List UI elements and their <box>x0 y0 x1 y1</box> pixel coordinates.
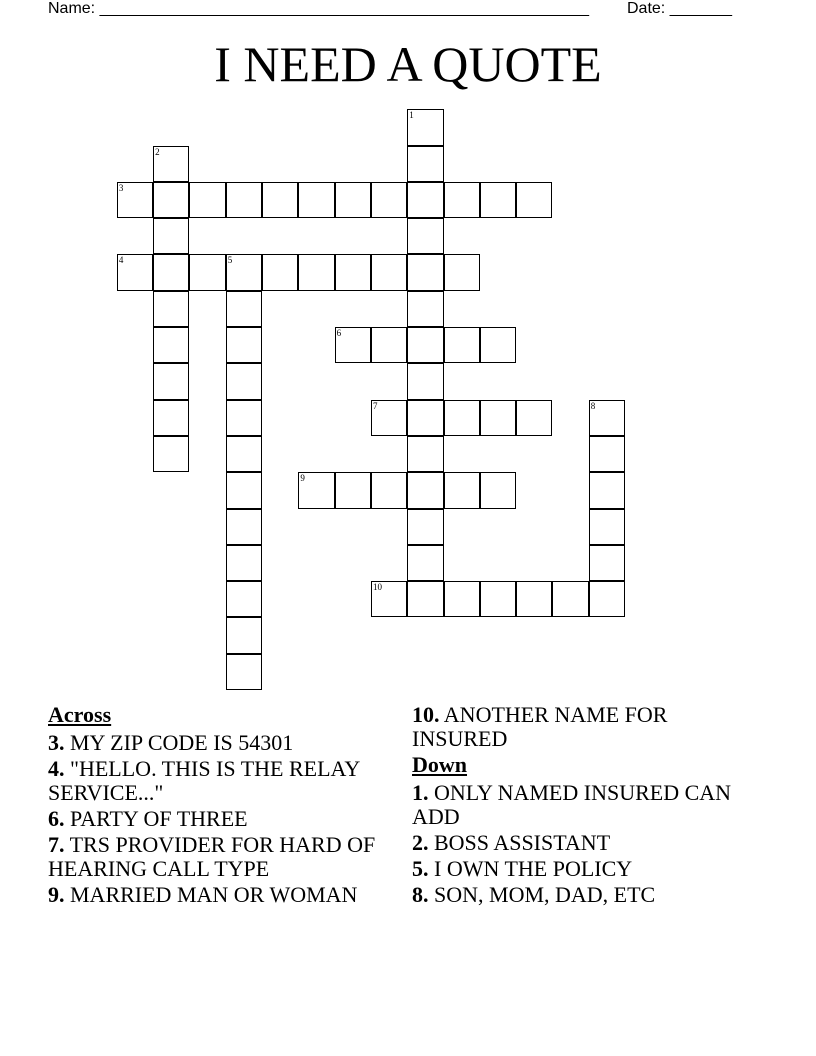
crossword-cell[interactable] <box>153 146 189 182</box>
crossword-cell[interactable] <box>226 436 262 472</box>
crossword-cell[interactable] <box>589 509 625 545</box>
crossword-cell[interactable] <box>407 218 443 254</box>
crossword-cell[interactable] <box>407 254 443 290</box>
crossword-cell[interactable] <box>407 109 443 145</box>
crossword-cell[interactable] <box>371 400 407 436</box>
crossword-cell[interactable] <box>407 146 443 182</box>
crossword-cell[interactable] <box>262 182 298 218</box>
crossword-cell[interactable] <box>226 254 262 290</box>
clue-number: 5. <box>412 856 429 881</box>
cell-number: 6 <box>336 328 342 339</box>
crossword-cell[interactable] <box>153 400 189 436</box>
clue-down-2 <box>412 831 742 855</box>
crossword-cell[interactable] <box>480 327 516 363</box>
crossword-cell[interactable] <box>407 327 443 363</box>
crossword-cell[interactable] <box>262 254 298 290</box>
cell-number: 10 <box>372 582 382 593</box>
down-heading: Down <box>412 752 468 777</box>
crossword-cell[interactable] <box>153 254 189 290</box>
page-title: I NEED A QUOTE <box>214 36 602 92</box>
clue-number: 3. <box>48 730 65 755</box>
crossword-cell[interactable] <box>153 363 189 399</box>
crossword-cell[interactable] <box>480 472 516 508</box>
clue-number: 10. <box>412 702 440 727</box>
clue-number: 7. <box>48 832 65 857</box>
crossword-cell[interactable] <box>444 472 480 508</box>
crossword-cell[interactable] <box>407 400 443 436</box>
clue-text: SON, MOM, DAD, ETC <box>434 882 656 907</box>
crossword-cell[interactable] <box>589 581 625 617</box>
clue-text: "HELLO. THIS IS THE RELAY SERVICE..." <box>48 756 360 805</box>
date-field: Date: _______ <box>627 0 732 17</box>
crossword-cell[interactable] <box>153 327 189 363</box>
crossword-cell[interactable] <box>516 400 552 436</box>
clue-text: BOSS ASSISTANT <box>434 830 611 855</box>
clue-number: 4. <box>48 756 65 781</box>
crossword-cell[interactable] <box>444 400 480 436</box>
crossword-cell[interactable] <box>117 182 153 218</box>
crossword-cell[interactable] <box>516 581 552 617</box>
crossword-cell[interactable] <box>298 254 334 290</box>
clue-number: 2. <box>412 830 429 855</box>
crossword-cell[interactable] <box>298 182 334 218</box>
crossword-cell[interactable] <box>480 182 516 218</box>
crossword-cell[interactable] <box>407 363 443 399</box>
clues-column-left <box>48 703 398 909</box>
clue-across-6 <box>48 807 398 831</box>
name-field: Name: _______________________________________________________ <box>48 0 589 17</box>
crossword-cell[interactable] <box>117 254 153 290</box>
clue-text: TRS PROVIDER FOR HARD OF HEARING CALL TYPE <box>48 832 376 881</box>
crossword-cell[interactable] <box>226 327 262 363</box>
crossword-cell[interactable] <box>444 327 480 363</box>
crossword-cell[interactable] <box>226 581 262 617</box>
crossword-cell[interactable] <box>226 400 262 436</box>
crossword-cell[interactable] <box>335 254 371 290</box>
crossword-cell[interactable] <box>444 182 480 218</box>
clue-down-5 <box>412 857 742 881</box>
clue-text: ANOTHER NAME FOR INSURED <box>412 702 668 751</box>
crossword-cell[interactable] <box>226 617 262 653</box>
clue-text: MY ZIP CODE IS 54301 <box>70 730 294 755</box>
clue-down-1 <box>412 781 742 829</box>
clue-number: 1. <box>412 780 429 805</box>
crossword-cell[interactable] <box>153 436 189 472</box>
crossword-cell[interactable] <box>407 291 443 327</box>
crossword-cell[interactable] <box>371 182 407 218</box>
clue-text: I OWN THE POLICY <box>434 856 633 881</box>
crossword-cell[interactable] <box>226 654 262 690</box>
crossword-cell[interactable] <box>407 509 443 545</box>
crossword-cell[interactable] <box>226 472 262 508</box>
cell-number: 7 <box>372 400 378 411</box>
crossword-cell[interactable] <box>371 327 407 363</box>
crossword-cell[interactable] <box>407 545 443 581</box>
crossword-cell[interactable] <box>153 291 189 327</box>
clue-number: 9. <box>48 882 65 907</box>
clue-across-9 <box>48 883 398 907</box>
cell-number: 8 <box>590 400 596 411</box>
crossword-cell[interactable] <box>407 581 443 617</box>
crossword-cell[interactable] <box>589 436 625 472</box>
cell-number: 3 <box>118 182 124 193</box>
cell-number: 4 <box>118 255 124 266</box>
clue-text: ONLY NAMED INSURED CAN ADD <box>412 780 732 829</box>
crossword-cell[interactable] <box>226 363 262 399</box>
cell-number: 9 <box>300 473 305 484</box>
crossword-cell[interactable] <box>480 581 516 617</box>
cell-number: 2 <box>155 146 160 157</box>
crossword-cell[interactable] <box>589 545 625 581</box>
crossword-cell[interactable] <box>407 182 443 218</box>
crossword-cell[interactable] <box>335 182 371 218</box>
crossword-cell[interactable] <box>371 472 407 508</box>
crossword-cell[interactable] <box>335 327 371 363</box>
clue-across-7 <box>48 833 398 881</box>
crossword-cell[interactable] <box>407 472 443 508</box>
crossword-cell[interactable] <box>480 400 516 436</box>
clue-text: PARTY OF THREE <box>70 806 248 831</box>
crossword-cell[interactable] <box>226 182 262 218</box>
crossword-cell[interactable] <box>516 182 552 218</box>
clue-text: MARRIED MAN OR WOMAN <box>70 882 358 907</box>
clue-number: 6. <box>48 806 65 831</box>
crossword-cell[interactable] <box>189 254 225 290</box>
clue-number: 8. <box>412 882 429 907</box>
crossword-cell[interactable] <box>589 472 625 508</box>
crossword-cell[interactable] <box>552 581 588 617</box>
crossword-cell[interactable] <box>153 218 189 254</box>
cell-number: 1 <box>409 110 414 121</box>
clue-across-3 <box>48 731 398 755</box>
crossword-cell[interactable] <box>407 436 443 472</box>
cell-number: 5 <box>227 255 233 266</box>
crossword-cell[interactable] <box>298 472 334 508</box>
crossword-cell[interactable] <box>335 472 371 508</box>
clue-across-10 <box>412 703 742 751</box>
crossword-cell[interactable] <box>189 182 225 218</box>
crossword-cell[interactable] <box>589 400 625 436</box>
clues-column-right <box>412 703 742 909</box>
clue-down-8 <box>412 883 742 907</box>
crossword-cell[interactable] <box>444 254 480 290</box>
crossword-cell[interactable] <box>226 509 262 545</box>
crossword-cell[interactable] <box>371 581 407 617</box>
crossword-cell[interactable] <box>153 182 189 218</box>
crossword-cell[interactable] <box>444 581 480 617</box>
crossword-cell[interactable] <box>371 254 407 290</box>
crossword-cell[interactable] <box>226 545 262 581</box>
across-heading: Across <box>48 702 112 727</box>
clue-across-4 <box>48 757 398 805</box>
crossword-cell[interactable] <box>226 291 262 327</box>
